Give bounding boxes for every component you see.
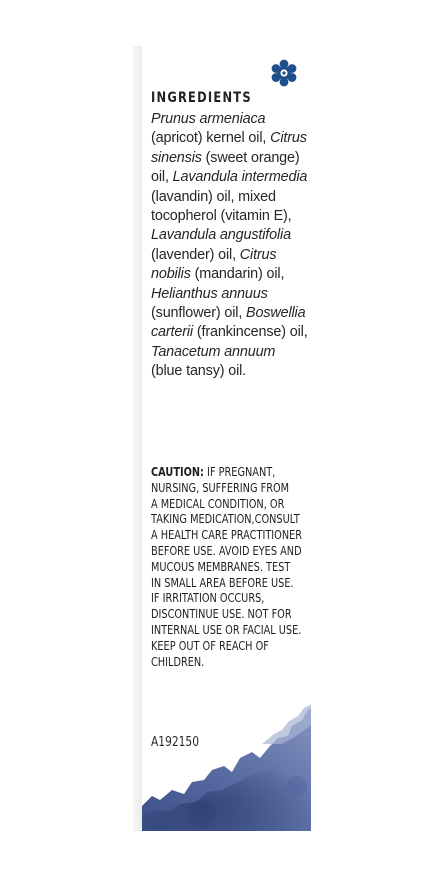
botanical-name: Citrus sinensis bbox=[151, 130, 307, 166]
box-side-edge bbox=[133, 46, 142, 831]
botanical-name: Helianthus annuus bbox=[151, 285, 268, 302]
caution-text bbox=[151, 464, 304, 669]
ingredient-text: (sweet orange) oil, bbox=[151, 149, 300, 186]
botanical-name: Tanacetum annuum bbox=[151, 343, 276, 360]
caution-line: NURSING, SUFFERING FROM bbox=[151, 479, 290, 495]
caution-line: A MEDICAL CONDITION, OR bbox=[151, 495, 285, 511]
caution-line: IF PREGNANT, bbox=[207, 464, 276, 479]
ingredient-text: (lavender) oil, bbox=[151, 246, 240, 263]
ingredient-text: (apricot) kernel oil, bbox=[151, 130, 271, 147]
caution-line: MUCOUS MEMBRANES. TEST bbox=[151, 558, 291, 574]
caution-line: KEEP OUT OF REACH OF bbox=[151, 637, 269, 653]
caution-line: A HEALTH CARE PRACTITIONER bbox=[151, 527, 303, 543]
botanical-name: Lavandula angustifolia bbox=[151, 227, 291, 244]
caution-label: CAUTION: bbox=[151, 464, 204, 479]
caution-line: IN SMALL AREA BEFORE USE. bbox=[151, 574, 294, 590]
ingredient-text: (frankincense) oil, bbox=[192, 324, 308, 341]
caution-line: DISCONTINUE USE. NOT FOR bbox=[151, 606, 292, 622]
caution-body bbox=[151, 464, 302, 669]
ingredients-list bbox=[151, 110, 309, 382]
caution-line: IF IRRITATION OCCURS, bbox=[151, 590, 265, 606]
caution-line: CHILDREN. bbox=[151, 653, 205, 669]
caution-line: TAKING MEDICATION,CONSULT bbox=[151, 511, 300, 527]
product-box bbox=[142, 46, 311, 831]
ingredient-text: (lavandin) oil, mixed tocopherol (vitamin E), bbox=[151, 188, 292, 225]
botanical-name: Prunus armeniaca bbox=[151, 111, 266, 127]
ingredient-text: (blue tansy) oil. bbox=[151, 363, 247, 380]
botanical-name: Boswellia carterii bbox=[151, 305, 306, 341]
botanical-name: Citrus nobilis bbox=[151, 246, 277, 283]
caution-line: BEFORE USE. AVOID EYES AND bbox=[151, 542, 302, 558]
botanical-name: Lavandula intermedia bbox=[172, 169, 308, 186]
product-code: A192150 bbox=[151, 735, 199, 750]
ingredient-text: (mandarin) oil, bbox=[190, 266, 285, 283]
ingredient-text: (sunflower) oil, bbox=[151, 305, 247, 322]
ingredients-heading: INGREDIENTS bbox=[151, 90, 252, 106]
caution-line: INTERNAL USE OR FACIAL USE. bbox=[151, 621, 302, 637]
watercolor-wash bbox=[142, 686, 311, 831]
flower-icon bbox=[270, 59, 298, 87]
